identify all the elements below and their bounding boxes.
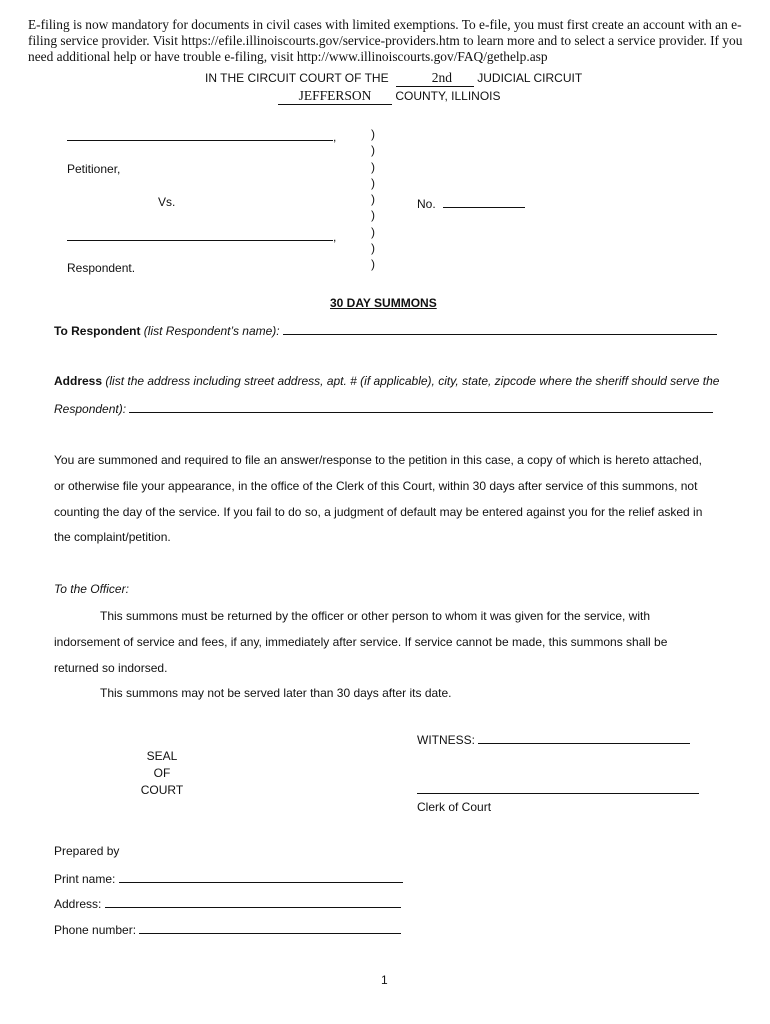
- to-respondent-hint: (list Respondent’s name):: [143, 324, 280, 338]
- print-name-field[interactable]: [119, 870, 403, 883]
- caption-parens: ) ) ) ) ) ) ) ) ): [371, 127, 375, 272]
- print-name-label: Print name:: [54, 872, 116, 886]
- case-number-label: No.: [417, 197, 436, 211]
- officer-heading: To the Officer:: [54, 582, 129, 596]
- officer-line: returned so indorsed.: [54, 661, 168, 675]
- case-number: [417, 195, 525, 211]
- summons-line: the complaint/petition.: [54, 530, 171, 544]
- summons-line: You are summoned and required to file an answer/response to the petition in this case, a copy of which is hereto attached,: [54, 453, 702, 467]
- time-limit-line: This summons may not be served later than 30 days after its date.: [100, 686, 452, 700]
- county-field[interactable]: JEFFERSON: [278, 88, 392, 105]
- officer-line: indorsement of service and fees, if any, immediately after service. If service cannot be made, this summons shall be: [54, 635, 668, 649]
- respondent-label: Respondent.: [67, 261, 136, 275]
- respondent-name-input[interactable]: [283, 322, 717, 335]
- case-number-field[interactable]: [443, 195, 525, 208]
- address-hint-2: Respondent):: [54, 402, 127, 416]
- clerk-label: Clerk of Court: [417, 800, 492, 814]
- county-suffix: COUNTY, ILLINOIS: [395, 89, 501, 103]
- phone-field[interactable]: [139, 921, 401, 934]
- summons-line: or otherwise file your appearance, in the office of the Clerk of this Court, within 30 days after service of this summons, not: [54, 479, 698, 493]
- address-row: [54, 374, 719, 388]
- circuit-number-field[interactable]: 2nd: [396, 70, 474, 87]
- prepared-by-heading: Prepared by: [54, 844, 120, 858]
- to-respondent-label: To Respondent: [54, 324, 141, 338]
- clerk-signature-field[interactable]: [417, 781, 699, 797]
- prep-address-label: Address:: [54, 897, 102, 911]
- petitioner-label: Petitioner,: [67, 162, 121, 176]
- witness-row: [417, 731, 690, 747]
- witness-signature-field[interactable]: [478, 731, 690, 744]
- efiling-notice: E-filing is now mandatory for documents in civil cases with limited exemptions. To e-file, you must first create an account with an e-filing service provider. Visit https://efile.illinoiscourts.gov/service-providers.htm to learn more and to select a service provider. If you need additional help or have trouble e-filing, visit http://www.illinoiscourts.gov/FAQ/gethelp.asp: [28, 17, 743, 64]
- seal-of-court: SEAL OF COURT: [140, 749, 184, 797]
- witness-label: WITNESS:: [417, 733, 476, 747]
- petitioner-name-field[interactable]: ,: [67, 128, 336, 144]
- respondent-address-input[interactable]: [129, 400, 713, 413]
- prep-address-field[interactable]: [105, 895, 401, 908]
- address-prep-row: [54, 895, 401, 911]
- court-header-line1: [205, 70, 582, 87]
- respondent-name-field[interactable]: ,: [67, 228, 336, 244]
- page-number: 1: [381, 973, 388, 987]
- summons-line: counting the day of the service. If you fail to do so, a judgment of default may be entered against you for the relief asked in: [54, 505, 703, 519]
- address-label: Address: [54, 374, 103, 388]
- vs-label: Vs.: [158, 195, 176, 209]
- address-row-2: [54, 400, 713, 416]
- document-title: 30 DAY SUMMONS: [330, 296, 437, 310]
- court-header-line2: [278, 88, 500, 105]
- phone-row: [54, 921, 401, 937]
- court-prefix: IN THE CIRCUIT COURT OF THE: [205, 71, 389, 85]
- circuit-suffix: JUDICIAL CIRCUIT: [477, 71, 583, 85]
- phone-label: Phone number:: [54, 923, 137, 937]
- to-respondent-row: [54, 322, 717, 338]
- address-hint: (list the address including street address, apt. # (if applicable), city, state, zipcode where the sheriff should serve the: [105, 374, 720, 388]
- print-name-row: [54, 870, 403, 886]
- officer-line: This summons must be returned by the officer or other person to whom it was given for the service, with: [100, 609, 651, 623]
